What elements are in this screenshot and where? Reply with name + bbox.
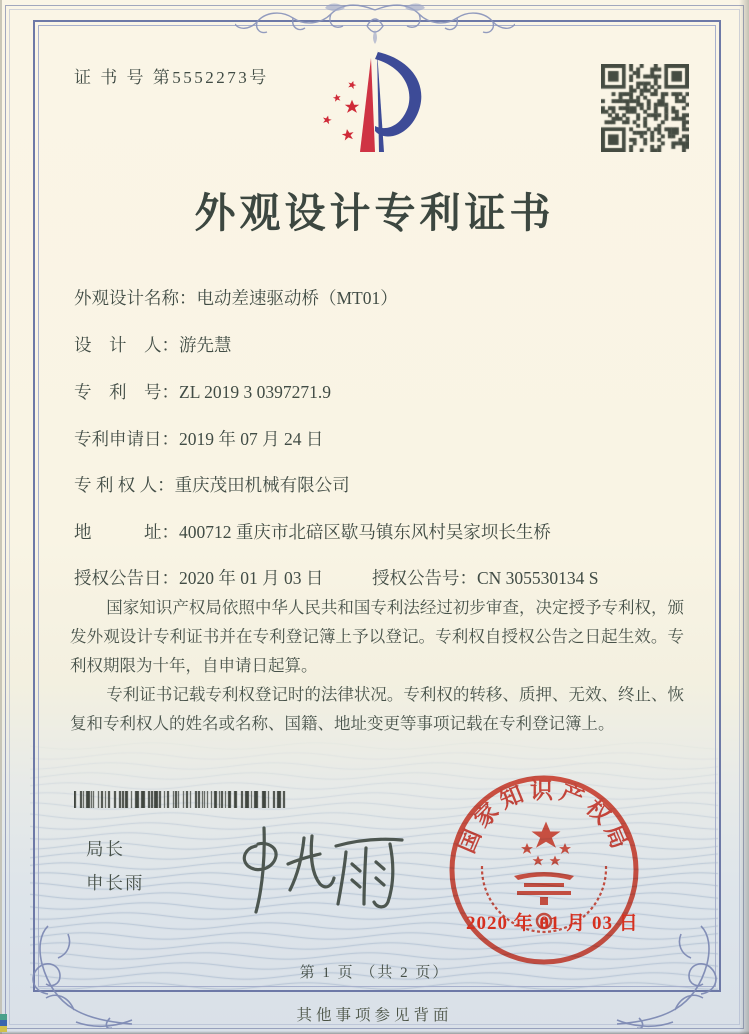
- field-value: 2019 年 07 月 24 日: [179, 429, 324, 449]
- svg-text:国家知识产权局: [454, 778, 634, 857]
- field-value: 游先慧: [179, 335, 232, 355]
- cnipa-logo-icon: [303, 40, 448, 162]
- grant-number-label: 授权公告号：: [372, 568, 477, 588]
- signatory-name: 申长雨: [86, 873, 145, 893]
- field-application-date: [74, 426, 323, 451]
- field-label: 设 计 人：: [74, 335, 179, 355]
- field-value: 400712 重庆市北碚区歇马镇东风村吴家坝长生桥: [179, 522, 551, 542]
- grant-date-label: 授权公告日：: [74, 568, 179, 588]
- field-label: 外观设计名称：: [74, 288, 197, 308]
- scan-edge-shadow: [739, 0, 749, 1034]
- field-patent-number: [74, 379, 331, 404]
- legal-paragraph-2: 专利证书记载专利权登记时的法律状况。专利权的转移、质押、无效、终止、恢复和专利权人的姓名或名称、国籍、地址变更等事项记载在专利登记簿上。: [70, 685, 684, 733]
- back-note: 其他事项参见背面: [296, 1007, 453, 1024]
- pagination: 第 1 页 （共 2 页）: [299, 965, 450, 981]
- field-value: ZL 2019 3 0397271.9: [179, 382, 331, 402]
- grant-number: [372, 565, 599, 590]
- field-design-name: [74, 285, 398, 310]
- field-value: 电动差速驱动桥（MT01）: [196, 288, 398, 308]
- grant-date-value: 2020 年 01 月 03 日: [179, 568, 324, 588]
- grant-number-value: CN 305530134 S: [477, 568, 599, 588]
- field-designer: [74, 332, 232, 357]
- field-label: 专利申请日：: [74, 429, 179, 449]
- legal-paragraph-1: 国家知识产权局依照中华人民共和国专利法经过初步审查，决定授予专利权，颁发外观设计专利证书并在专利登记簿上予以登记。专利权自授权公告之日起生效。专利权期限为十年，自申请日起算。: [70, 598, 684, 675]
- field-patentee: [74, 472, 350, 497]
- handwritten-signature-icon: [208, 816, 408, 921]
- field-value: 重庆茂田机械有限公司: [174, 475, 350, 495]
- barcode: [74, 791, 286, 808]
- scan-edge-line-left: [0, 0, 2, 1034]
- field-address: [74, 519, 551, 544]
- grant-date: [74, 568, 323, 588]
- field-label: 地 址：: [74, 522, 179, 542]
- qr-code: [601, 64, 689, 152]
- scan-color-strip: [0, 1014, 7, 1032]
- legal-text: [70, 593, 684, 738]
- official-seal-icon: [444, 770, 644, 970]
- field-grant-row: [74, 565, 599, 590]
- field-label: 专 利 号：: [74, 382, 179, 402]
- signatory-title: 局长: [86, 839, 125, 859]
- seal-ring-text: 国家知识产权局: [453, 778, 635, 857]
- certificate-number: 证 书 号 第5552273号: [74, 68, 269, 87]
- certificate-title: 外观设计专利证书: [194, 190, 555, 236]
- field-label: 专 利 权 人：: [74, 475, 175, 495]
- seal-date: 2020 年 01 月 03 日: [466, 913, 639, 934]
